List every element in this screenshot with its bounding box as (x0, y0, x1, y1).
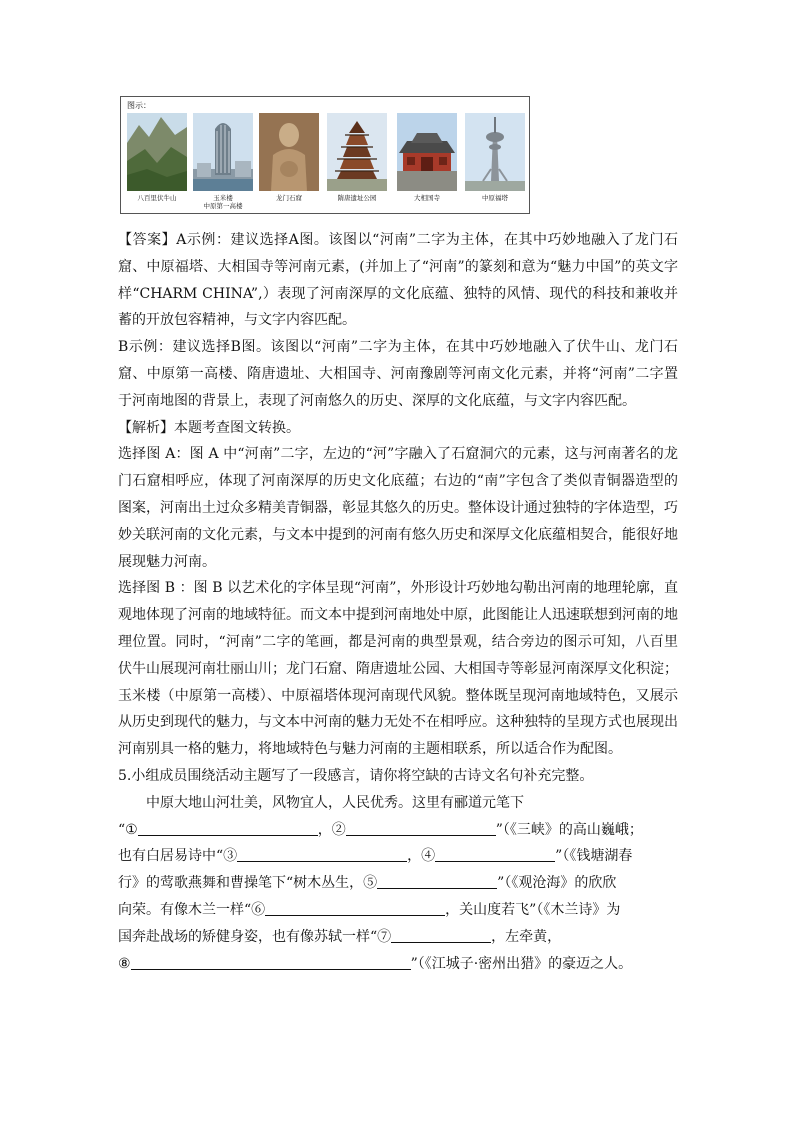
caption-funiu: 八百里伏牛山 (137, 194, 177, 202)
question-5-line-5 (118, 924, 678, 951)
answer-a-text: A示例：建议选择A图。该图以“河南”二字为主体，在其中巧妙地融入了龙门石窟、中原福塔、大相国寺等河南元素，(并加上了“河南”的篆刻和意为“魅力中国”的英文字样“CHARM CHINA”,）表现了河南深厚的文化底蕴、独特的风情、现代的科技和兼收并蓄的开放包容精神，与文字内容匹配。 (118, 232, 678, 329)
answer-b-paragraph: B示例：建议选择B图。该图以“河南”二字为主体，在其中巧妙地融入了伏牛山、龙门石窟、中原第一高楼、隋唐遗址、大相国寺、河南豫剧等河南文化元素，并将“河南”二字置于河南地图的背景上，表现了河南悠久的历史、深厚的文化底蕴，与文字内容匹配。 (118, 339, 678, 409)
caption-zhongyuan: 中原福塔 (482, 194, 508, 202)
q-text: ，② (317, 821, 346, 838)
q-text: ，④ (407, 848, 436, 865)
figure-tile-funiu-mountain (127, 113, 187, 202)
figure-tile-corn-tower (193, 113, 253, 210)
caption-longmen: 龙门石窟 (276, 194, 302, 202)
answer-tag: 【答案】 (118, 232, 177, 248)
question-5-intro: 中原大地山河壮美，风物宜人，人民优秀。这里有郦道元笔下 (146, 794, 524, 811)
caption-xiangguo: 大相国寺 (414, 194, 440, 202)
q-text: 向荣。有像木兰一样“⑥ (118, 901, 266, 918)
analysis-tag: 【解析】 (118, 419, 174, 436)
corn-tower-photo (193, 113, 253, 191)
figure-tile-zhongyuan-tower (465, 113, 525, 202)
blank-5[interactable] (377, 872, 497, 889)
tv-tower-photo (465, 113, 525, 191)
analysis-a-paragraph: 选择图 A：图 A 中“河南”二字，左边的“河”字融入了石窟洞穴的元素，这与河南著名的龙门石窟相呼应，体现了河南深厚的历史文化底蕴；右边的“南”字包含了类似青铜器造型的图案，河南出土过众多精美青铜器，彰显其悠久的历史。整体设计通过独特的字体造型，巧妙关联河南的文化元素，与文本中提到的河南有悠久历史和深厚文化底蕴相契合，能很好地展现魅力河南。 (118, 446, 678, 570)
q-text: 也有白居易诗中“③ (118, 848, 238, 865)
q-text: 国奔赴战场的矫健身姿，也有像苏轼一样“⑦ (118, 928, 392, 945)
q-text: ”（《钱塘湖春 (555, 848, 633, 865)
q-text: 行》的莺歌燕舞和曹操笔下“树木丛生，⑤ (118, 875, 378, 892)
pagoda-photo (327, 113, 387, 191)
question-5-line-3 (118, 870, 678, 897)
analysis-intro (118, 415, 678, 442)
blank-3[interactable] (237, 845, 407, 862)
q-text: ，左牵黄， (491, 928, 562, 945)
figure-tile-sui-tang-park (327, 113, 387, 202)
question-5-line-2 (118, 843, 678, 870)
blank-6[interactable] (265, 899, 445, 916)
q-text: ”（《观沧海》的欣欣 (497, 875, 617, 892)
blank-2[interactable] (346, 819, 496, 836)
analysis-intro-text: 本题考查图文转换。 (174, 419, 300, 436)
mountain-photo (127, 113, 187, 191)
question-5-line-1 (118, 817, 678, 844)
figure-tile-longmen-grottoes (259, 113, 319, 202)
question-5-stem: 5.小组成员围绕活动主题写了一段感言，请你将空缺的古诗文名句补充完整。 (118, 767, 594, 784)
figure-label: 图示： (127, 101, 151, 110)
blank-7[interactable] (391, 926, 491, 943)
caption-corn-tower-line2: 中原第一高楼 (203, 202, 243, 210)
q-text: “① (118, 821, 138, 838)
figure-tile-xiangguo-temple (397, 113, 457, 202)
q-text: ，关山度若飞”（《木兰诗》为 (445, 901, 621, 918)
caption-corn-tower (193, 194, 253, 210)
caption-corn-tower-line1: 玉米楼 (213, 194, 233, 202)
q-text: ⑧ (118, 955, 131, 972)
temple-photo (397, 113, 457, 191)
figure-box (120, 96, 530, 214)
blank-8[interactable] (131, 953, 411, 970)
caption-sui-tang: 隋唐遗址公园 (337, 194, 377, 202)
buddha-photo (259, 113, 319, 191)
question-5-line-4 (118, 897, 678, 924)
blank-1[interactable] (138, 819, 318, 836)
answer-analysis-text (118, 227, 678, 977)
q-text: ”（《三峡》的高山巍峨； (495, 821, 643, 838)
q-text: ”（《江城子·密州出猎》的豪迈之人。 (410, 955, 633, 972)
question-5-line-6 (118, 951, 678, 978)
analysis-b-paragraph: 选择图 B ：图 B 以艺术化的字体呈现“河南”，外形设计巧妙地勾勒出河南的地理轮廓，直观地体现了河南的地域特征。而文本中提到河南地处中原，此图能让人迅速联想到河南的地理位置。同时，“河南”二字的笔画，都是河南的典型景观，结合旁边的图示可知，八百里伏牛山展现河南壮丽山川；龙门石窟、隋唐遗址公园、大相国寺等彰显河南深厚文化积淀；玉米楼（中原第一高楼）、中原福塔体现河南现代风貌。整体既呈现河南地域特色，又展示从历史到现代的魅力，与文本中河南的魅力无处不在相呼应。这种独特的呈现方式也展现出河南别具一格的魅力，将地域特色与魅力河南的主题相联系，所以适合作为配图。 (118, 580, 678, 758)
answer-a-paragraph (118, 227, 678, 334)
blank-4[interactable] (435, 845, 555, 862)
